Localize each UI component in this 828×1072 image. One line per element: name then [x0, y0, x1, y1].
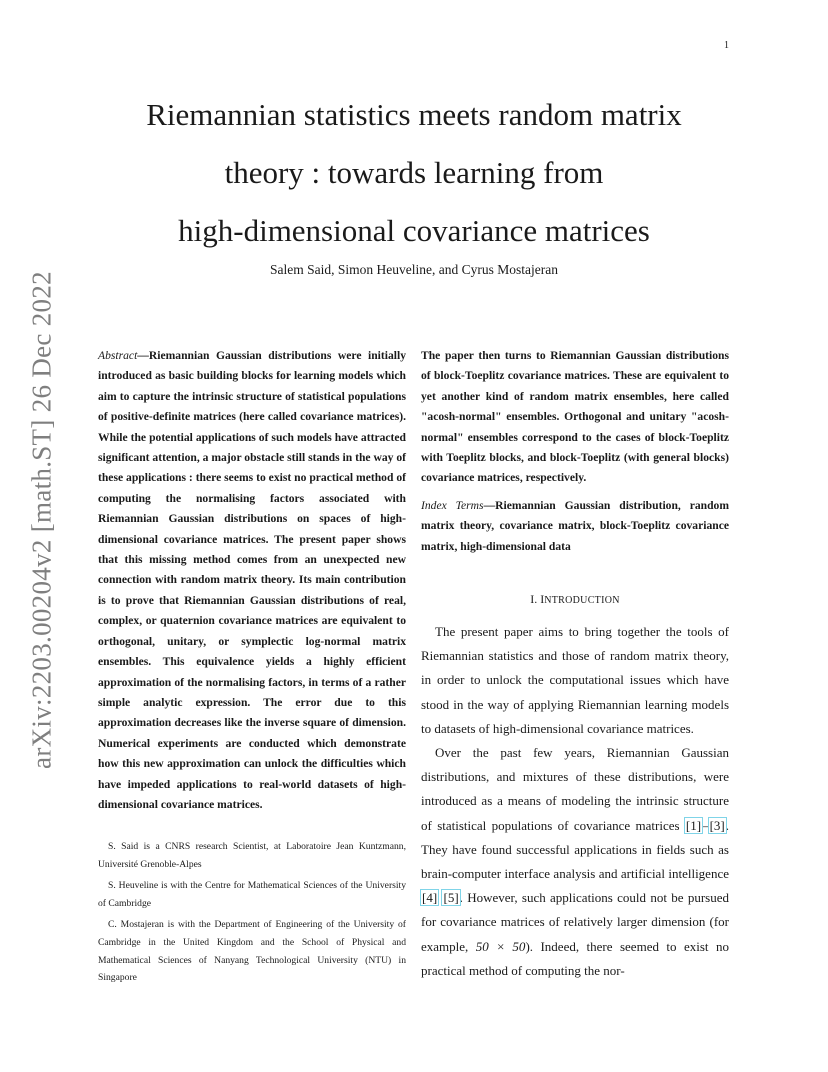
paragraph-2-text-b: . They have found successful applications in fields such as brain-computer interface analysis and artificial intelligence: [421, 817, 729, 882]
section-numeral: I.: [530, 592, 538, 606]
index-terms-text: Riemannian Gaussian distribution, random matrix theory, covariance matrix, block-Toeplitz covariance matrix, high-dimensional data: [421, 499, 729, 553]
paragraph-2-text-a: Over the past few years, Riemannian Gaussian distributions, and mixtures of these distributions, were introduced as a means of modeling the intrinsic structure of statistical populations of covariance matrices: [421, 745, 729, 833]
introduction-body: [421, 620, 729, 983]
paragraph-2-text-d: ). Indeed, there seemed to exist no practical method of computing the nor-: [421, 938, 729, 978]
index-terms-lead: Index Terms: [421, 499, 484, 512]
paragraph-2-text-c: . However, such applications could not be pursued for covariance matrices of relatively larger dimension (for example,: [421, 890, 729, 954]
citation-4-link[interactable]: [4]: [422, 890, 438, 906]
paper-title: [90, 86, 738, 260]
abstract-text: Riemannian Gaussian distributions were initially introduced as basic building blocks for learning models which aim to capture the intrinsic structure of statistical populations of positive-definite matrices (here called covariance matrices). While the potential applications of such models have attracted significant attention, a major obstacle still stands in the way of these applications : there seems to exist no practical method of computing the normalising factors associated with Riemannian Gaussian distributions on spaces of high-dimensional covariance matrices. The present paper shows that this missing method comes from an unexpected new connection with random matrix theory. Its main contribution is to prove that Riemannian Gaussian distributions of real, complex, or quaternion covariance matrices are equivalent to orthogonal, unitary, or symplectic log-normal matrix ensembles. This equivalence yields a highly efficient approximation of the normalising factors, in terms of a rather simple analytic expression. The error due to this approximation decreases like the inverse square of dimension. Numerical experiments are conducted which demonstrate how this new approximation can unlock the difficulties which have impeded applications to real-world datasets of high-dimensional covariance matrices.: [98, 349, 406, 811]
page-number: 1: [724, 40, 729, 51]
citation-dash: –: [702, 817, 709, 833]
section-heading-introduction: [421, 592, 729, 607]
paragraph-1: The present paper aims to bring together the tools of Riemannian statistics and those of random matrix theory, in order to unlock the computational issues which have stood in the way of applying Riemannian learning models to datasets of high-dimensional covariance matrices.: [421, 624, 729, 736]
paragraph-2: [421, 741, 729, 983]
title-line-1: Riemannian statistics meets random matrix: [146, 97, 682, 132]
abstract-right: The paper then turns to Riemannian Gaussian distributions of block-Toeplitz covariance matrices. These are equivalent to yet another kind of random matrix ensembles, here called "acosh-normal" ensembles. Orthogonal and unitary "acosh-normal" ensembles correspond to the cases of block-Toeplitz with Toeplitz blocks, and block-Toeplitz (with general blocks) covariance matrices, respectively.: [421, 349, 729, 485]
footnote-mostajeran: C. Mostajeran is with the Department of Engineering of the University of Cambridge in the United Kingdom and the School of Physical and Mathematical Sciences of Nanyang Technological University (NTU) in Singapore: [98, 919, 406, 984]
citation-3-link[interactable]: [3]: [709, 817, 725, 833]
footnote-heuveline: S. Heuveline is with the Centre for Mathematical Sciences of the University of Cambridge: [98, 880, 406, 909]
citation-1-link[interactable]: [1]: [685, 817, 702, 833]
footnote-said: S. Said is a CNRS research Scientist, at Laboratoire Jean Kuntzmann, Université Grenoble-Alpes: [98, 841, 406, 870]
arxiv-id-text: arXiv:2203.00204v2 [math.ST] 26 Dec 2022: [26, 271, 57, 769]
abstract-left: Abstract—Riemannian Gaussian distributions were initially introduced as basic building blocks for learning models which aim to capture the intrinsic structure of statistical populations of positive-definite matrices (here called covariance matrices). While the potential applications of such models have attracted significant attention, a major obstacle still stands in the way of these applications : there seems to exist no practical method of computing the normalising factors associated with Riemannian Gaussian distributions on spaces of high-dimensional covariance matrices. The present paper shows that this missing method comes from an unexpected new connection with random matrix theory. Its main contribution is to prove that Riemannian Gaussian distributions of real, complex, or quaternion covariance matrices are equivalent to orthogonal, unitary, or symplectic log-normal matrix ensembles. This equivalence yields a highly efficient approximation of the normalising factors, in terms of a rather simple analytic expression. The error due to this approximation decreases like the inverse square of dimension. Numerical experiments are conducted which demonstrate how this new approximation can unlock the difficulties which have impeded applications to real-world datasets of high-dimensional covariance matrices.: [98, 349, 406, 811]
matrix-dimension: 50 × 50: [475, 938, 526, 954]
section-title-rest: NTRODUCTION: [544, 595, 620, 606]
index-terms: Index Terms—Riemannian Gaussian distribution, random matrix theory, covariance matrix, block-Toeplitz covariance matrix, high-dimensional data: [421, 499, 729, 553]
author-list: Salem Said, Simon Heuveline, and Cyrus Mostajeran: [270, 262, 558, 277]
citation-5-link[interactable]: [5]: [443, 890, 459, 906]
affiliation-footnotes: [98, 838, 406, 991]
abstract-lead: Abstract: [98, 349, 138, 362]
title-line-3: high-dimensional covariance matrices: [178, 213, 650, 248]
section-initial: I: [540, 592, 545, 606]
title-line-2: theory : towards learning from: [224, 155, 604, 190]
